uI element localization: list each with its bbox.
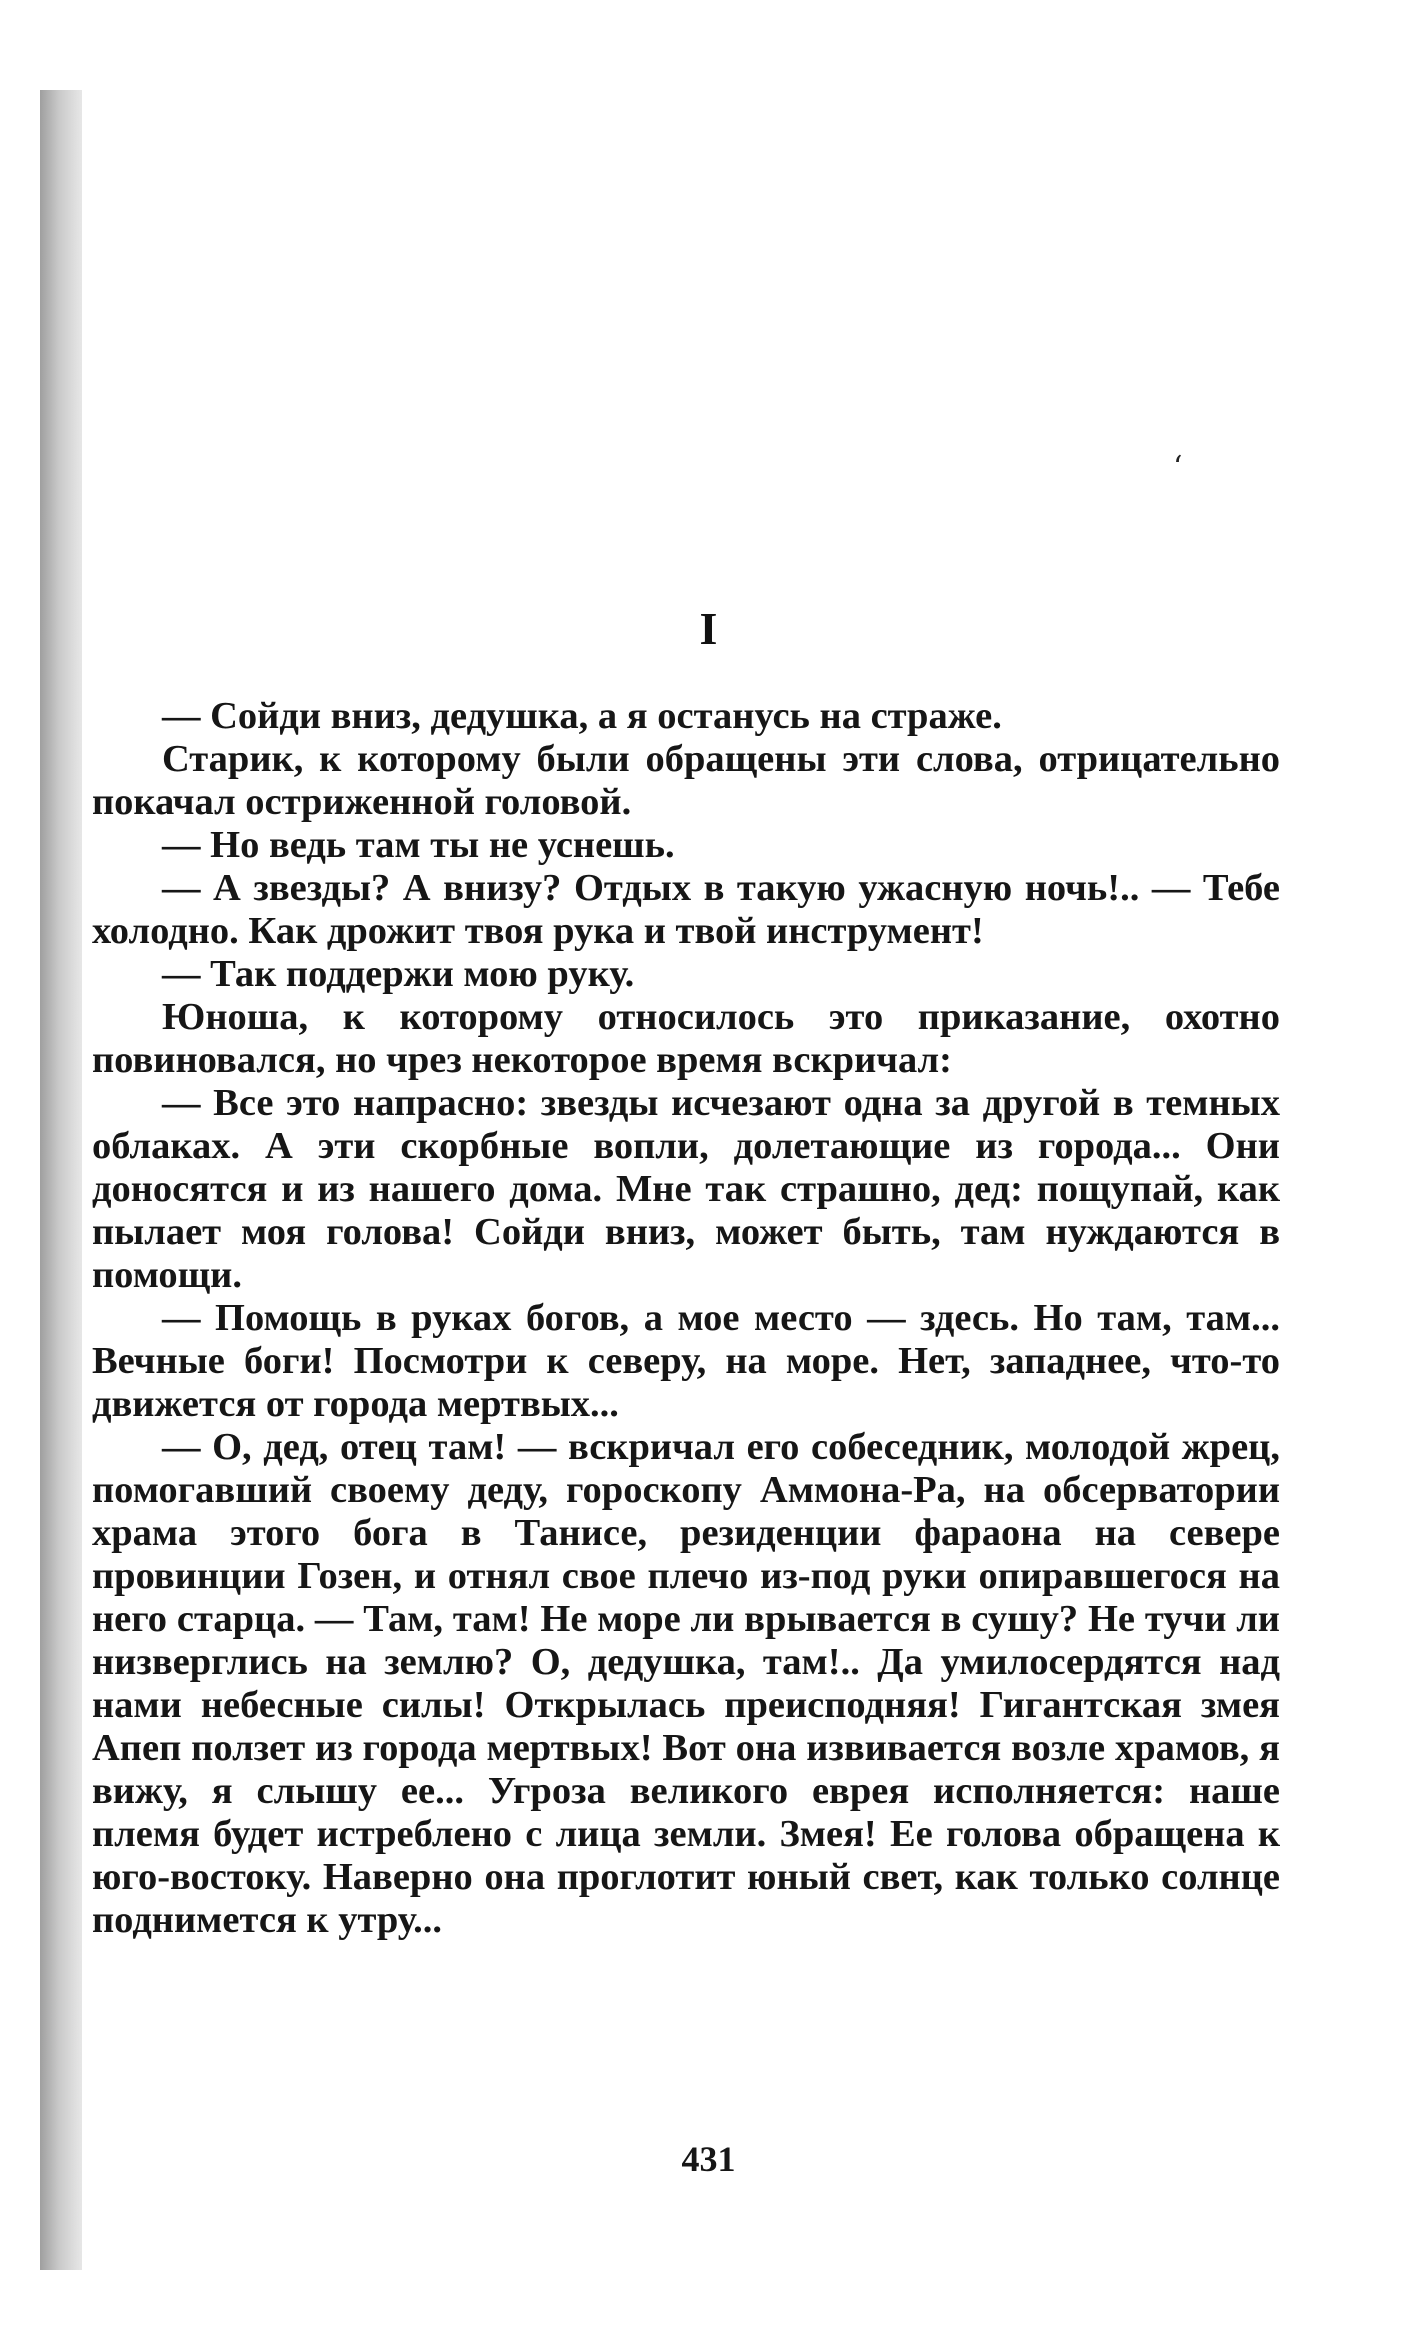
paragraph: Старик, к которому были обращены эти слова, отрицательно покачал остриженной головой. bbox=[92, 738, 1280, 823]
paragraph: — А звезды? А внизу? Отдых в такую ужасную ночь!.. — Тебе холодно. Как дрожит твоя рука и твой инструмент! bbox=[92, 867, 1280, 952]
paragraph: — Сойди вниз, дедушка, а я останусь на страже. bbox=[162, 695, 1002, 737]
paragraph: — Но ведь там ты не уснешь. bbox=[162, 824, 675, 866]
paragraph: Юноша, к которому относилось это приказание, охотно повиновался, но чрез некоторое время вскричал: bbox=[92, 996, 1280, 1081]
page-number: 431 bbox=[681, 2139, 736, 2179]
paragraph: — О, дед, отец там! — вскричал его собеседник, молодой жрец, помогавший своему деду, гороскопу Аммона-Ра, на обсерватории храма этого бога в Танисе, резиденции фараона на севере провинции Гозен, и отнял свое плечо из-под руки опиравшегося на него старца. — Там, там! Не море ли врывается в сушу? Не тучи ли низверглись на землю? О, дедушка, там!.. Да умилосердятся над нами небесные силы! Открылась преисподняя! Гигантская змея Апеп ползет из города мертвых! Вот она извивается возле храмов, я вижу, я слышу ее... Угроза великого еврея исполняется: наше племя будет истреблено с лица земли. Змея! Ее голова обращена к юго-востоку. Наверно она проглотит юный свет, как только солнце поднимется к утру... bbox=[92, 1426, 1280, 1941]
paragraph: — Все это напрасно: звезды исчезают одна за другой в темных облаках. А эти скорбные вопли, долетающие из города... Они доносятся и из нашего дома. Мне так страшно, дед: пощупай, как пылает моя голова! Сойди вниз, может быть, там нуждаются в помощи. bbox=[92, 1082, 1280, 1296]
paragraph: — Так поддержи мою руку. bbox=[162, 953, 635, 995]
scan-shadow-edge bbox=[40, 90, 82, 2270]
scan-speck-mark: ‘ bbox=[1173, 450, 1183, 485]
chapter-number: I bbox=[699, 603, 718, 654]
paragraph: — Помощь в руках богов, а мое место — здесь. Но там, там... Вечные боги! Посмотри к северу, на море. Нет, западнее, что-то движется от города мертвых... bbox=[92, 1297, 1280, 1425]
page-body-text bbox=[92, 695, 1280, 1942]
